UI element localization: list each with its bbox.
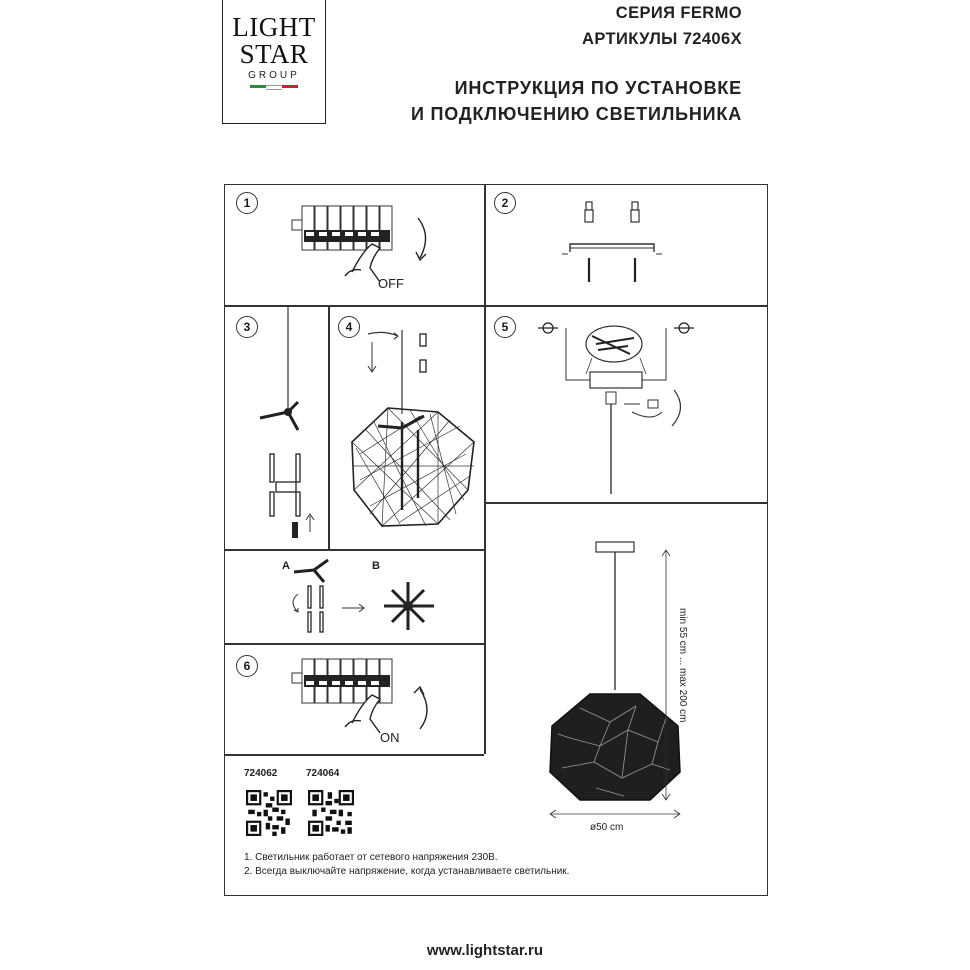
step-number-3: 3	[236, 316, 258, 338]
note-line-2: 2. Всегда выключайте напряжение, когда устанавливаете светильник.	[244, 866, 570, 877]
grid-divider	[224, 643, 484, 645]
model-number-1: 724062	[244, 768, 278, 779]
step-number-2: 2	[494, 192, 516, 214]
logo-word-star: STAR	[239, 39, 309, 69]
mounting-bracket-illustration	[560, 200, 670, 295]
breaker-on-illustration	[290, 655, 440, 745]
document-title-line-2: И ПОДКЛЮЧЕНИЮ СВЕТИЛЬНИКА	[411, 104, 742, 124]
qr-code-icon	[246, 790, 292, 836]
step-number-5: 5	[494, 316, 516, 338]
grid-divider	[224, 549, 484, 551]
off-label: OFF	[378, 276, 404, 291]
height-dimension-label: min 55 cm ... max 200 cm	[677, 608, 688, 723]
website-url: www.lightstar.ru	[426, 942, 544, 959]
series-name: СЕРИЯ FERMO	[615, 4, 742, 22]
logo-word-group: GROUP	[248, 70, 300, 81]
shade-assembly-illustration	[340, 330, 480, 542]
breaker-off-illustration	[290, 200, 440, 300]
logo-word-light: LIGHT	[232, 12, 316, 42]
variant-a-label: A	[282, 560, 290, 572]
step-number-1: 1	[236, 192, 258, 214]
step-number-4: 4	[338, 316, 360, 338]
qr-code-icon	[308, 790, 354, 836]
document-title-line-1: ИНСТРУКЦИЯ ПО УСТАНОВКЕ	[454, 78, 742, 98]
diameter-dimension-label: ø50 cm	[590, 822, 624, 833]
grid-divider	[484, 502, 768, 504]
pendant-dimensions-illustration	[540, 538, 690, 838]
cable-hub-illustration	[252, 306, 328, 546]
italian-flag-icon	[223, 85, 325, 90]
grid-divider	[224, 754, 484, 756]
step-number-6: 6	[236, 655, 258, 677]
variant-b-label: B	[372, 560, 380, 572]
note-line-1: 1. Светильник работает от сетевого напряжения 230В.	[244, 852, 498, 863]
model-number-2: 724064	[306, 768, 340, 779]
on-label: ON	[380, 730, 400, 745]
hub-rotation-illustration	[284, 556, 474, 638]
grid-divider	[484, 184, 486, 754]
grid-divider	[328, 305, 330, 549]
ceiling-wiring-illustration	[536, 314, 706, 498]
article-numbers: АРТИКУЛЫ 72406X	[582, 30, 742, 48]
brand-logo	[222, 0, 326, 124]
